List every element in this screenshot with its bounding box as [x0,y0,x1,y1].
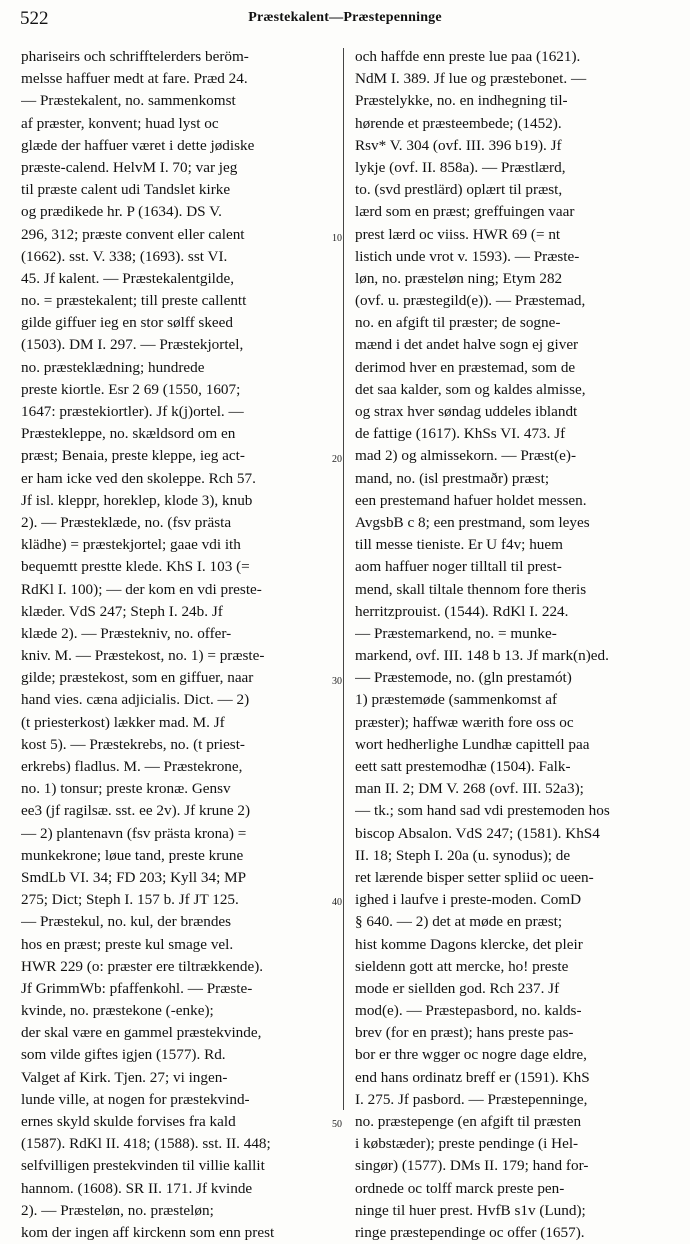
text-line: man II. 2; DM V. 268 (ovf. III. 52a3); [355,780,584,798]
text-line: mode er siellden god. Rch 237. Jf [355,979,560,997]
text-line: — Præstemode, no. (gln prestamót) [355,669,572,687]
text-line: klæder. VdS 247; Steph I. 24b. Jf [21,602,223,620]
text-line: 1) præstemøde (sammenkomst af [355,691,558,709]
text-line: prest lærd oc viiss. HWR 69 (= nt [355,225,561,243]
text-line: mend, skall tiltale thennom fore theris [355,580,587,598]
text-line: gilde giffuer ieg en stor sølff skeed [21,314,234,332]
text-line: Rsv* V. 304 (ovf. III. 396 b19). Jf [355,136,562,154]
text-line: Præstelykke, no. en indhegning til- [355,92,568,110]
text-line: ee3 (jf ragilsæ. sst. ee 2v). Jf krune 2) [21,802,251,820]
text-line: no. en afgift til præster; de sogne- [355,314,561,332]
text-line: — tk.; som hand sad vdi prestemoden hos [355,802,610,820]
text-line: (1587). RdKl II. 418; (1588). sst. II. 448; [21,1135,271,1153]
text-line: ringe præstependinge oc offer (1657). [355,1223,585,1241]
text-line: NdM I. 389. Jf lue og præstebonet. — [355,70,587,88]
text-line: no. 1) tonsur; preste kronæ. Gensv [21,780,231,798]
text-line: preste kiortle. Esr 2 69 (1550, 1607; [21,380,241,398]
text-line: (1662). sst. V. 338; (1693). sst VI. [21,247,228,265]
text-line: biscop Absalon. VdS 247; (1581). KhS4 [355,824,600,842]
text-line: kom der ingen aff kirckenn som enn prest [21,1223,275,1241]
text-line: end hans ordinatz breff er (1591). KhS [355,1068,590,1086]
text-line: klädhe) = præstekjortel; gaae vdi ith [21,536,241,554]
text-line: ordnede oc tolff marck preste pen- [355,1179,565,1197]
text-line: løn, no. præsteløn ning; Etym 282 [355,269,563,287]
text-line: og strax hver søndag uddeles iblandt [355,403,578,420]
text-line: ninge til huer prest. HvfB s1v (Lund); [355,1201,586,1219]
text-line: till messe tieniste. Er U f4v; huem [355,536,563,554]
text-line: hannom. (1608). SR II. 171. Jf kvinde [21,1179,253,1197]
text-line: bor er thre wgger oc nogre dage eldre, [355,1046,587,1064]
text-line: eett satt prestemodhæ (1504). Falk- [355,758,571,775]
text-line: — 2) plantenavn (fsv prästa krona) = [21,824,247,842]
text-line: — Præstekul, no. kul, der brændes [21,913,232,931]
text-line: ighed i laufve i preste-moden. ComD [355,891,582,909]
text-line: Valget af Kirk. Tjen. 27; vi ingen- [21,1068,228,1086]
text-line: 2). — Præsteløn, no. præsteløn; [21,1201,214,1219]
text-line: kvinde, no. præstekone (-enke); [21,1002,214,1020]
text-line: hos en præst; preste kul smage vel. [21,935,234,953]
text-line: AvgsbB c 8; een prestmand, som leyes [355,513,590,531]
line-number: 30 [332,676,342,687]
column-divider [343,48,344,1110]
text-line: 2). — Præsteklæde, no. (fsv prästa [21,513,232,531]
text-line: 275; Dict; Steph I. 157 b. Jf JT 125. [21,891,239,909]
page-number: 522 [20,8,49,29]
left-column [21,46,337,1244]
text-line: og prædikede hr. P (1634). DS V. [21,203,222,221]
text-line: kniv. M. — Præstekost, no. 1) = præste- [21,647,265,665]
text-line: brev (for en præst); hans preste pas- [355,1024,574,1042]
text-line: mad 2) og almissekorn. — Præst(e)- [355,447,577,465]
running-head: Præstekalent—Præstepenninge [248,10,442,25]
text-line: 45. Jf kalent. — Præstekalentgilde, [21,269,235,287]
text-line: mand, no. (isl prestmaðr) præst; [355,469,550,487]
line-number: 20 [332,454,342,465]
text-line: lunde ville, at nogen for præstekvind- [21,1090,250,1108]
text-line: to. (svd prestlärd) oplært til præst, [355,181,563,199]
text-line: lykje (ovf. II. 858a). — Præstlærd, [355,158,566,176]
text-line: ernes skyld skulde forvises fra kald [21,1113,236,1130]
text-line: til præste calent udi Tandslet kirke [21,181,231,199]
text-line: och haffde enn preste lue paa (1621). [355,48,581,65]
text-line: — Præstekalent, no. sammenkomst [21,92,236,110]
line-number: 50 [332,1119,342,1130]
text-line: derimod hver en præstemad, som de [355,358,576,376]
text-line: 1647: præstekiortler). Jf k(j)ortel. — [21,403,244,420]
text-line: — Præstemarkend, no. = munke- [355,624,557,642]
text-line: melsse haffuer medt at fare. Præd 24. [21,70,248,88]
text-line: § 640. — 2) det at møde en præst; [355,913,563,931]
line-number: 40 [332,897,342,908]
text-line: no. præsteklædning; hundrede [21,358,205,376]
text-line: Præstekleppe, no. skældsord om en [21,425,236,443]
text-line: phariseirs och schrifftelerders beröm- [21,48,249,65]
text-line: præster); haffwæ wærith fore oss oc [355,713,574,731]
text-line: gilde; præstekost, som en giffuer, naar [21,669,254,687]
text-line: markend, ovf. III. 148 b 13. Jf mark(n)ed. [355,647,609,665]
text-line: HWR 229 (o: præster ere tiltrækkende). [21,957,264,975]
text-line: kost 5). — Præstekrebs, no. (t priest- [21,735,245,753]
text-line: 296, 312; præste convent eller calent [21,225,245,243]
text-line: I. 275. Jf pasbord. — Præstepenninge, [355,1090,588,1108]
text-line: Jf GrimmWb: pfaffenkohl. — Præste- [21,979,253,997]
text-line: mod(e). — Præstepasbord, no. kalds- [355,1002,582,1020]
text-line: RdKl I. 100); — der kom en vdi preste- [21,580,262,598]
text-line: præst; Benaia, preste kleppe, ieg act- [21,447,245,465]
text-line: no. præstepenge (en afgift til præsten [355,1113,582,1130]
page-header [0,0,690,40]
text-line: glæde der haffuer været i dette jødiske [21,136,255,154]
text-line: klæde 2). — Præstekniv, no. offer- [21,624,232,642]
text-line: hand vies. cæna adjicialis. Dict. — 2) [21,691,250,709]
text-line: hørende et præsteembede; (1452). [355,114,562,132]
text-line: listich unde vrot v. 1593). — Præste- [355,247,580,265]
text-line: som vilde giftes igjen (1577). Rd. [21,1046,226,1064]
text-line: (1503). DM I. 297. — Præstekjortel, [21,336,244,354]
text-line: sieldenn gott att mercke, ho! preste [355,957,569,975]
text-line: (ovf. u. præstegild(e)). — Præstemad, [355,292,586,310]
text-line: mænd i det andet halve sogn ej giver [355,336,579,354]
text-line: no. = præstekalent; till preste callentt [21,292,247,310]
text-line: præste-calend. HelvM I. 70; var jeg [21,158,238,176]
text-line: erkrebs) fladlus. M. — Præstekrone, [21,758,243,775]
text-line: af præster, konvent; huad lyst oc [21,114,219,132]
text-line: hist komme Dagons klercke, det pleir [355,935,583,953]
text-line: selfvilligen prestekvinden til villie kallit [21,1157,265,1175]
text-line: i købstæder); preste pendinge (i Hel- [355,1135,579,1153]
text-line: der skal være en gammel præstekvinde, [21,1024,262,1042]
text-line: aom haffuer noger tilltall til prest- [355,558,562,576]
text-line: SmdLb VI. 34; FD 203; Kyll 34; MP [21,868,247,886]
text-line: det saa kalder, som og kaldes almisse, [355,380,586,398]
text-line: ret lærende bisper setter spliid oc ueen- [355,868,594,886]
text-line: (t priesterkost) lækker mad. M. Jf [21,713,225,731]
text-line: lærd som en præst; greffuingen vaar [355,203,575,221]
text-line: de fattige (1617). KhSs VI. 473. Jf [355,425,566,443]
line-number: 10 [332,233,342,244]
text-line: herritzprouist. (1544). RdKl I. 224. [355,602,569,620]
text-line: bequemtt prestte klede. KhS I. 103 (= [21,558,250,576]
right-column [355,46,673,1244]
text-line: singør) (1577). DMs II. 179; hand for- [355,1157,589,1175]
text-line: een prestemand hafuer holdet messen. [355,491,587,509]
text-line: Jf isl. kleppr, horeklep, klode 3), knub [21,491,253,509]
text-line: II. 18; Steph I. 20a (u. synodus); de [355,846,571,864]
text-line: wort hedherlighe Lundhæ capittell paa [355,735,590,753]
text-line: munkekrone; løue tand, preste krune [21,846,244,864]
text-line: er ham icke ved den skoleppe. Rch 57. [21,469,256,487]
